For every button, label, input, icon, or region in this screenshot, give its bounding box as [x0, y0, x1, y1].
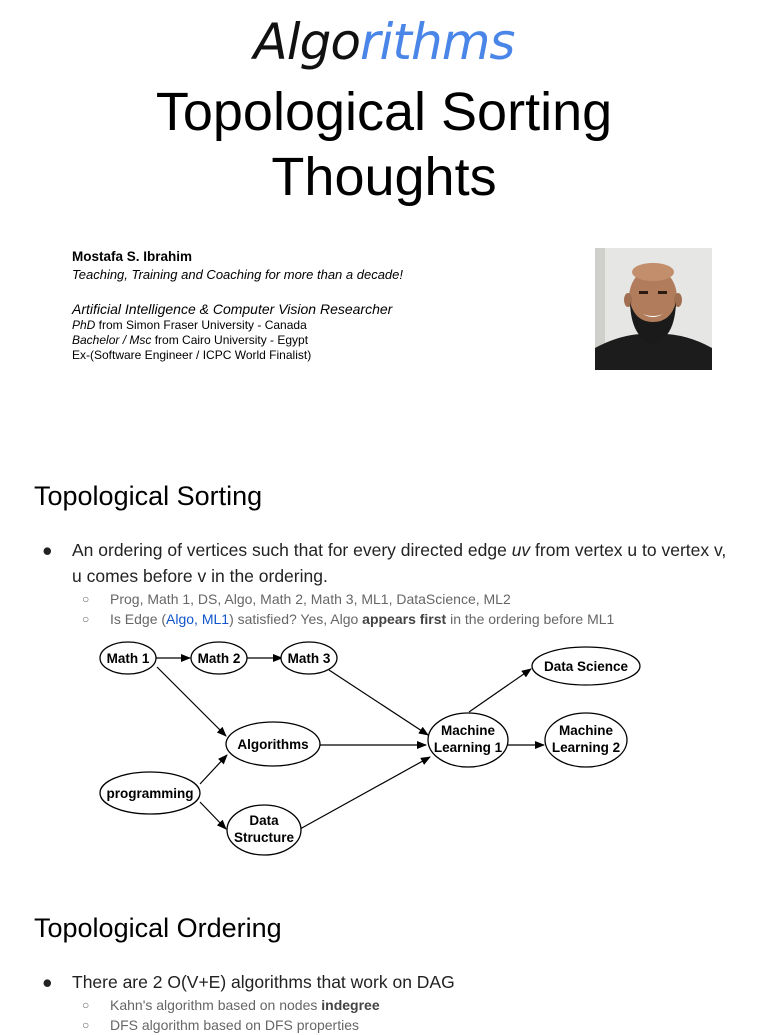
edge-datastructure-ml1	[300, 757, 430, 829]
bullet-algorithms	[42, 969, 732, 995]
page-title-line-2: Thoughts	[271, 147, 497, 207]
edge-highlight: Algo, ML1	[166, 611, 230, 627]
definition-text-uv: uv	[511, 540, 531, 560]
author-bachelor	[72, 333, 403, 348]
label-datastructure-2: Structure	[233, 830, 295, 845]
label-ml1-2: Learning 1	[433, 740, 503, 755]
definition-text-a: An ordering of vertices such that for every directed edge	[72, 540, 512, 560]
edge-text-a: Is Edge (	[110, 611, 167, 627]
sub-bullet-kahn	[82, 995, 380, 1015]
phd-degree: PhD	[72, 318, 96, 332]
bachelor-degree: Bachelor / Msc	[72, 333, 152, 347]
edge-text-bold: appears first	[362, 611, 447, 627]
algorithms-logo	[0, 10, 768, 74]
sub-bullet-dfs	[82, 1015, 359, 1035]
author-tagline: Teaching, Training and Coaching for more than a decade!	[72, 267, 403, 282]
label-ml2-2: Learning 2	[551, 740, 621, 755]
author-info	[72, 248, 403, 363]
sub-bullet-ordering	[82, 589, 511, 609]
author-phd	[72, 318, 403, 333]
edge-text-e: in the ordering before ML1	[446, 611, 615, 627]
ordering-text: Prog, Math 1, DS, Algo, Math 2, Math 3, ML1, DataScience, ML2	[110, 591, 511, 607]
kahn-indegree: indegree	[321, 997, 380, 1013]
dfs-text: DFS algorithm based on DFS properties	[110, 1017, 359, 1033]
logo-part-1: Algo	[253, 13, 360, 71]
label-datastructure-1: Data	[249, 813, 279, 828]
sub-bullet-edge-check	[82, 609, 614, 629]
edge-ml1-datascience	[469, 669, 531, 712]
bullet-dot: ●	[42, 972, 53, 992]
phd-rest: from Simon Fraser University - Canada	[95, 318, 307, 332]
edge-text-c: ) satisfied? Yes, Algo	[229, 611, 363, 627]
kahn-text: Kahn's algorithm based on nodes	[110, 997, 322, 1013]
label-math1: Math 1	[106, 651, 150, 666]
author-role: Artificial Intelligence & Computer Vision Researcher	[72, 301, 393, 317]
edge-math1-algorithms	[157, 667, 226, 736]
sub-bullet-circle: ○	[82, 998, 90, 1012]
section-heading-topological-sorting: Topological Sorting	[34, 481, 263, 511]
label-programming: programming	[106, 786, 194, 801]
bullet-definition	[42, 537, 732, 589]
bullet-dot: ●	[42, 540, 53, 560]
dag-diagram	[95, 636, 645, 866]
sub-bullet-circle: ○	[82, 612, 90, 626]
label-math2: Math 2	[197, 651, 241, 666]
page-title-line-1: Topological Sorting	[155, 82, 613, 142]
label-algorithms: Algorithms	[237, 737, 309, 752]
author-name: Mostafa S. Ibrahim	[72, 249, 193, 264]
author-photo	[595, 248, 712, 370]
label-ml1-1: Machine	[440, 723, 496, 738]
author-ex: Ex-(Software Engineer / ICPC World Finalist)	[72, 348, 312, 362]
definition-text-c: from vertex u to vertex v, u comes before v in the ordering.	[72, 540, 727, 586]
label-math3: Math 3	[287, 651, 331, 666]
edge-math3-ml1	[329, 670, 428, 735]
edge-programming-datastructure	[200, 802, 226, 829]
section-heading-topological-ordering: Topological Ordering	[34, 913, 282, 943]
bachelor-rest: from Cairo University - Egypt	[151, 333, 309, 347]
edge-programming-algorithms	[200, 755, 227, 784]
logo-part-2: rithms	[359, 13, 515, 71]
label-datascience: Data Science	[543, 659, 629, 674]
sub-bullet-circle: ○	[82, 1018, 90, 1032]
label-ml2-1: Machine	[558, 723, 614, 738]
algorithms-bullet-text: There are 2 O(V+E) algorithms that work on DAG	[72, 972, 455, 992]
sub-bullet-circle: ○	[82, 592, 90, 606]
